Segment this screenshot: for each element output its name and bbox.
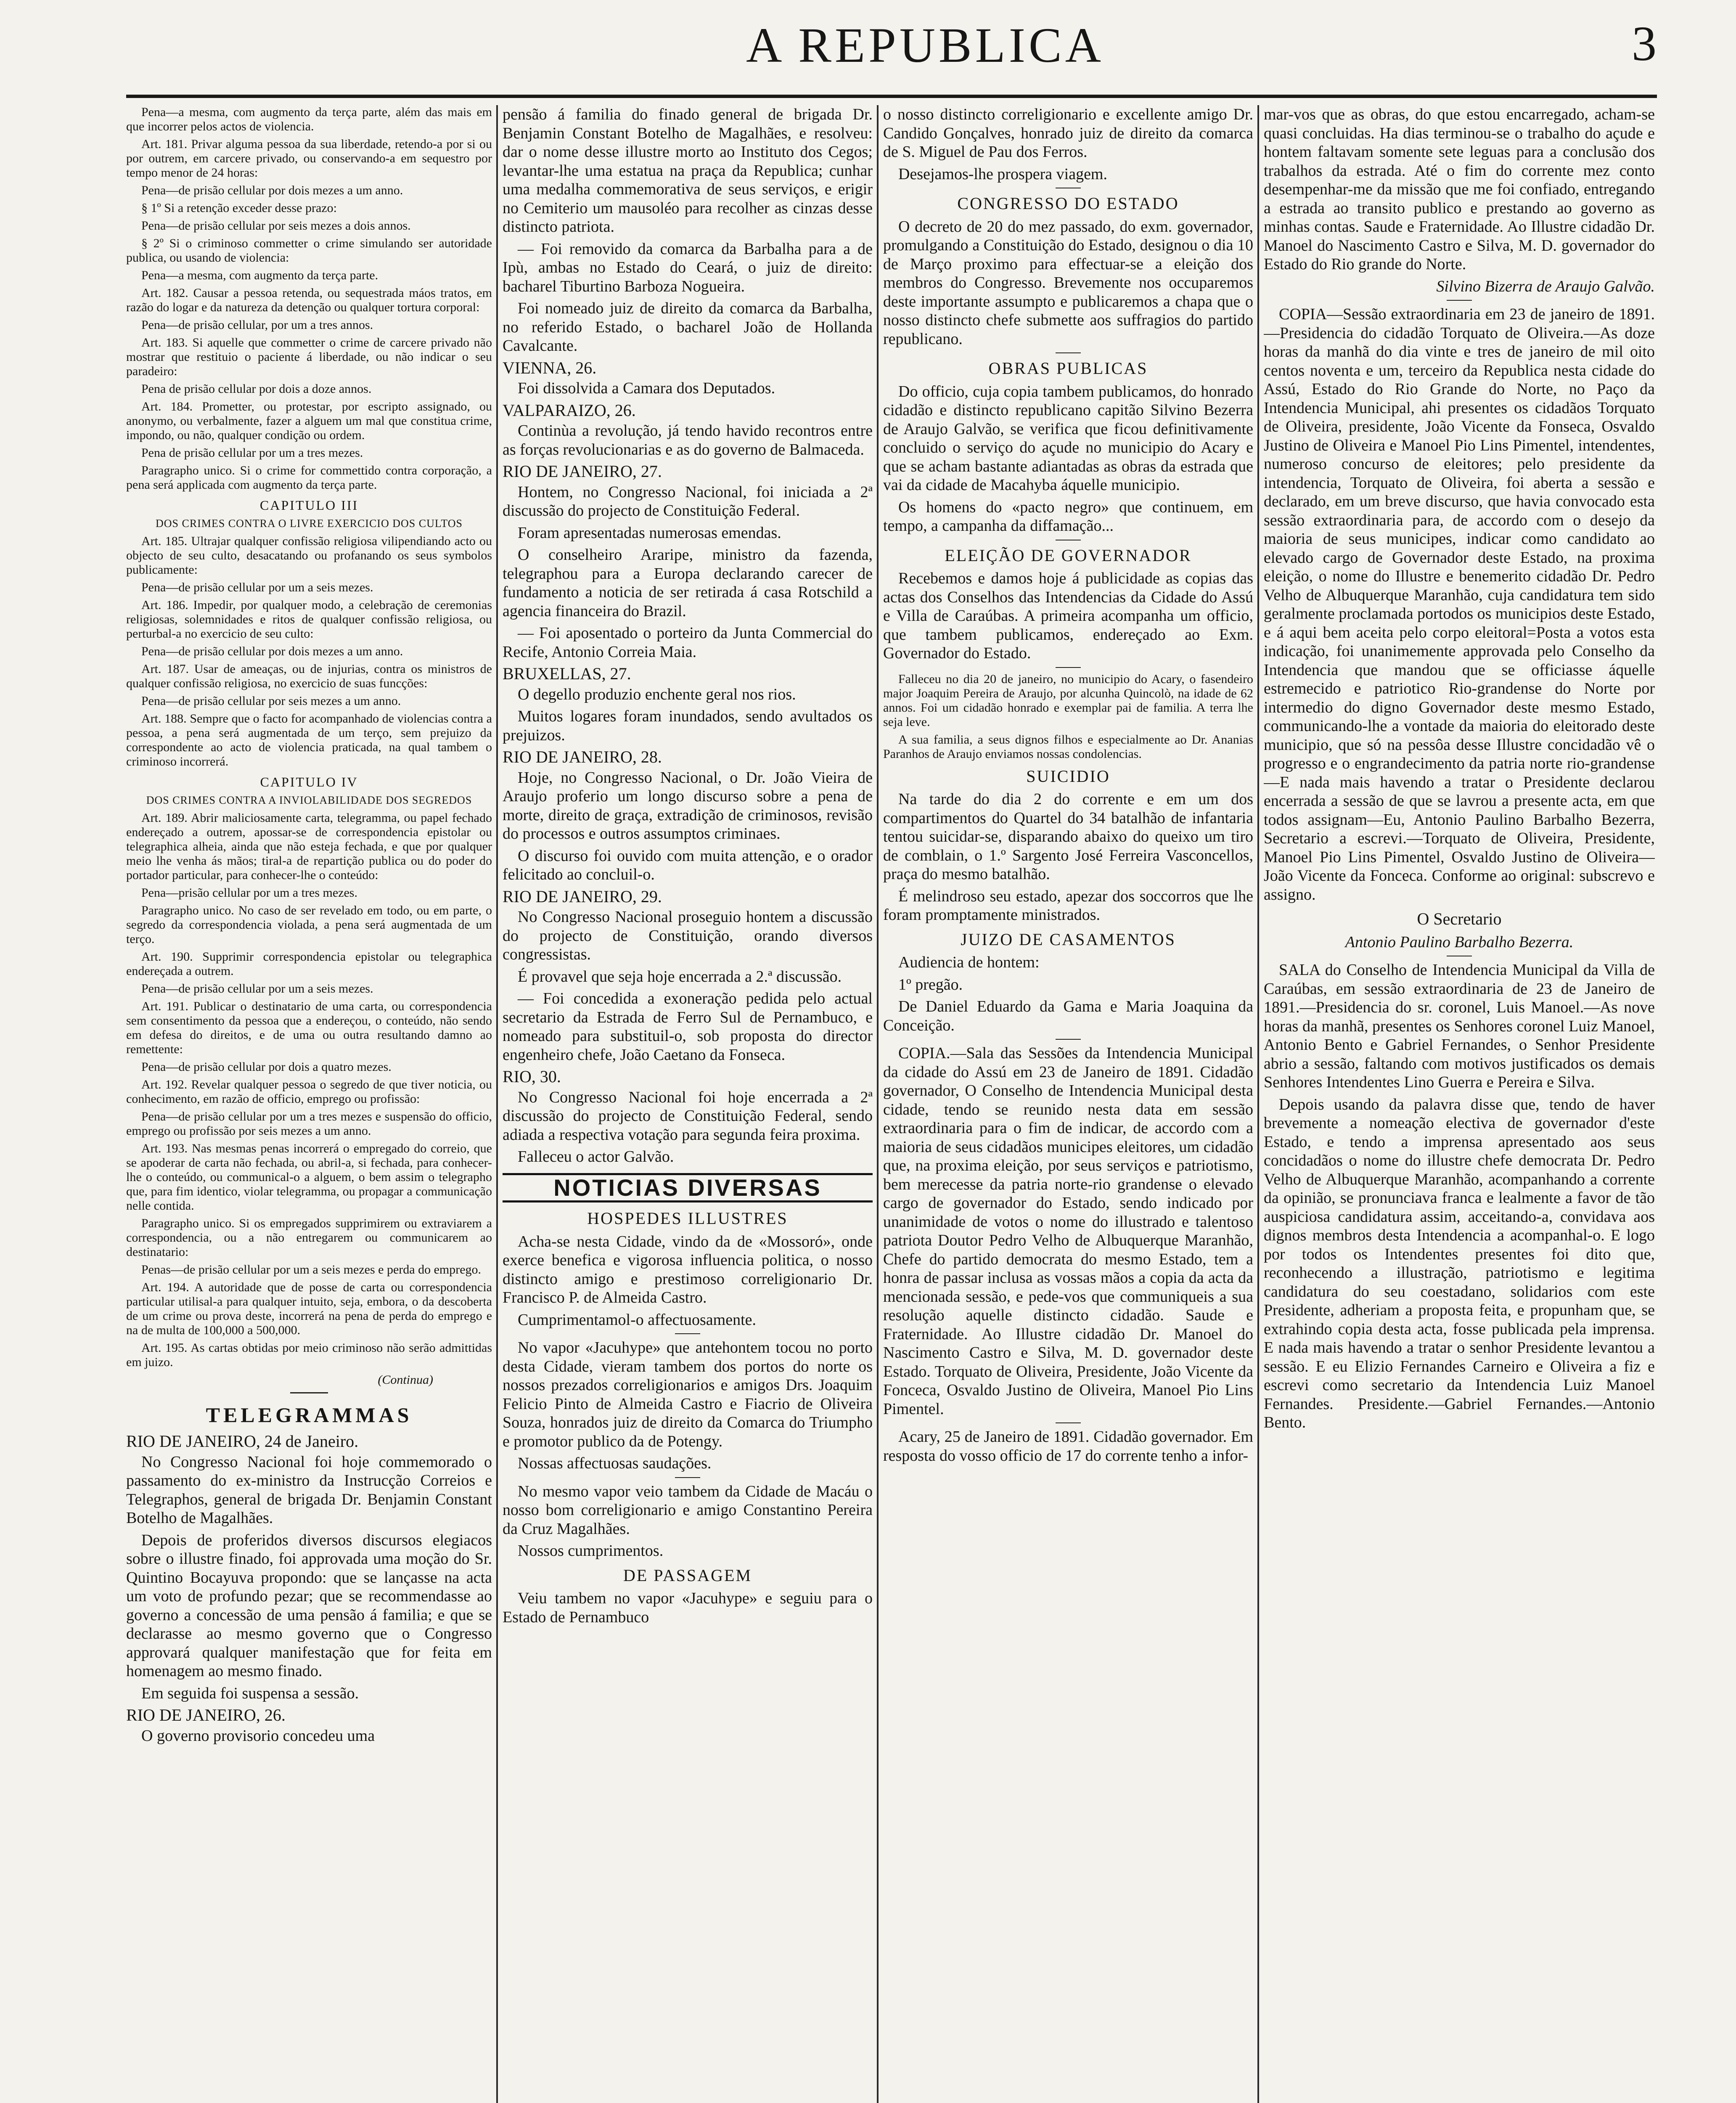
paragraph: No Congresso Nacional foi hoje encerrada a 2ª discussão do projecto de Constituição Federal, sendo adiada a respectiva votação para segunda feira proxima.: [503, 1088, 873, 1144]
paragraph: Penas—de prisão cellular por um a seis mezes e perda do emprego.: [141, 1263, 482, 1277]
paragraph: É melindroso seu estado, apezar dos soccorros que lhe foram promptamente ministrados.: [883, 887, 1253, 924]
paragraph: Art. 182. Causar a pessoa retenda, ou sequestrada máos tratos, em razão do logar e da natureza da detenção ou qualquer tortura corporal:: [126, 286, 492, 314]
paragraph: Pena—de prisão cellular por dois mezes a um anno.: [141, 644, 403, 658]
separator: [1056, 1039, 1081, 1040]
paragraph: O governo provisorio concedeu uma: [141, 1727, 375, 1745]
paragraph: Art. 195. As cartas obtidas por meio criminoso não serão admittidas em juizo.: [126, 1341, 492, 1369]
paragraph: Art. 181. Privar alguma pessoa da sua liberdade, retendo-a por si ou por outrem, em carcere privado, ou conservando-a em sequestro por tempo menor de 24 horas:: [126, 137, 492, 180]
separator: [1056, 1422, 1081, 1423]
paragraph: Paragrapho unico. No caso de ser revelado em todo, ou em parte, o segredo da correspondencia violada, a pena será augmentada de um terço.: [126, 903, 492, 946]
paragraph: Pena—prisão cellular por um a tres mezes.: [141, 886, 357, 900]
separator: [1056, 352, 1081, 353]
secretario-title: O Secretario: [1417, 909, 1502, 928]
paragraph: Falleceu no dia 20 de janeiro, no municipio do Acary, o fasendeiro major Joaquim Pereira de Araujo, por alcunha Quincolò, na idade de 62 annos. Foi um cidadão honrado e exemplar pai de familia. A terra lhe seja leve.: [883, 672, 1253, 729]
paragraph: Do officio, cuja copia tambem publicamos, do honrado cidadão e distincto republicano capitão Silvino Bezerra de Araujo Galvão, se verifica que ficou definitivamente concluido o serviço do açude no municipio do Acary e que se acham bastante adiantadas as obras da estrada que vai da cidade de Macahyba áquelle municipio.: [883, 382, 1253, 494]
signature: Silvino Bizerra de Araujo Galvão.: [1436, 277, 1655, 295]
paragraph: § 1º Si a retenção exceder desse prazo:: [141, 201, 337, 215]
paragraph: Foi nomeado juiz de direito da comarca da Barbalha, no referido Estado, o bacharel João de Hollanda Cavalcante.: [503, 299, 873, 355]
paragraph: § 2º Si o criminoso commetter o crime simulando ser autoridade publica, ou usando de violencia:: [126, 236, 492, 265]
paragraph: O conselheiro Araripe, ministro da fazenda, telegraphou para a Europa declarando carecer de fundamento a noticia de ser retirada á casa Rotschild a agencia financeira do Brazil.: [503, 546, 873, 620]
paragraph: É provavel que seja hoje encerrada a 2.ª discussão.: [518, 967, 842, 985]
separator: [675, 1477, 700, 1478]
paragraph: De Daniel Eduardo da Gama e Maria Joaquina da Conceição.: [883, 998, 1253, 1034]
chapter-3-subtitle: DOS CRIMES CONTRA O LIVRE EXERCICIO DOS CULTOS: [155, 517, 463, 530]
noticias-diversas-banner: NOTICIAS DIVERSAS: [503, 1173, 873, 1203]
paragraph: Acary, 25 de Janeiro de 1891. Cidadão governador. Em resposta do vosso officio de 17 do corrente tenho a infor-: [883, 1428, 1253, 1465]
paragraph: No Congresso Nacional foi hoje commemorado o passamento do ex-ministro da Instrucção Correios e Telegraphos, general de brigada Dr. Benjamin Constant Botelho de Magalhães.: [126, 1453, 492, 1527]
paragraph: Veiu tambem no vapor «Jacuhype» e seguiu para o Estado de Pernambuco: [503, 1589, 873, 1626]
penal-code-intro: [126, 105, 492, 1387]
paragraph: O degello produzio enchente geral nos rios.: [518, 685, 796, 703]
hospedes-title: HOSPEDES ILLUSTRES: [587, 1209, 788, 1228]
paragraph: Pena—a mesma, com augmento da terça parte, além das mais em que incorrer pelos actos de violencia.: [126, 105, 492, 133]
casamentos-title: JUIZO DE CASAMENTOS: [961, 930, 1176, 949]
paragraph: Foram apresentadas numerosas emendas.: [518, 524, 781, 542]
paragraph: Pena—de prisão cellular por um a seis mezes.: [141, 982, 373, 996]
column-1: [126, 105, 492, 2103]
paragraph: pensão á familia do finado general de brigada Dr. Benjamin Constant Botelho de Magalhães, e resolveu: dar o nome desse illustre morto ao Instituto dos Cegos; levantar-lhe uma estatua na praça da Republica; cunhar uma medalha commemorativa de seus serviços, e erigir no Cemiterio um mausoléo para recolher as cinzas desse distincto patriota.: [503, 106, 873, 236]
paragraph: Desejamos-lhe prospera viagem.: [898, 165, 1107, 183]
paragraph: Art. 192. Revelar qualquer pessoa o segredo de que tiver noticia, ou conhecimento, em razão de officio, emprego ou profissão:: [126, 1078, 492, 1106]
column-rule: [496, 105, 498, 2103]
separator: [290, 1392, 328, 1393]
paragraph: Foi dissolvida a Camara dos Deputados.: [518, 379, 775, 397]
paragraph: Pena—de prisão cellular por um a seis mezes.: [141, 580, 373, 594]
paragraph: Art. 185. Ultrajar qualquer confissão religiosa vilipendiando acto ou objecto de seu culto, desacatando ou profanando os seus symbolos publicamente:: [126, 534, 492, 577]
paragraph: Os homens do «pacto negro» que continuem, em tempo, a campanha da diffamação...: [883, 498, 1253, 535]
paragraph: Art. 193. Nas mesmas penas incorrerá o empregado do correio, que se apoderar de carta não fechada, ou abril-a, si fechada, para conhecer-lhe o conteúdo, ou communical-o a alguem, o bem assim o telegrapho que, para fim identico, violar telegramma, ou propagar a communicação nelle contida.: [126, 1142, 492, 1213]
paragraph: O discurso foi ouvido com muita attenção, e o orador felicitado ao concluil-o.: [503, 847, 873, 883]
paragraph: SALA do Conselho de Intendencia Municipal da Villa de Caraúbas, em sessão extraordinaria de 23 de Janeiro de 1891.—Presidencia do sr. coronel, Luis Manoel.—As nove horas da manhã, presentes os Senhores coronel Luiz Manoel, Antonio Bento e Gabriel Fernandes, o Senhor Presidente abrio a sessão, faltando com motivos justificados os demais Senhores Intendentes Lino Guerra e Pereira e Silva.: [1264, 961, 1655, 1091]
dateline: VALPARAIZO, 26.: [503, 400, 636, 420]
paragraph: — Foi concedida a exoneração pedida pelo actual secretario da Estrada de Ferro Sul de Pernambuco, e nomeado para substituil-o, sob proposta do director engenheiro chefe, João Caetano da Fonseca.: [503, 990, 873, 1064]
paragraph: No mesmo vapor veio tambem da Cidade de Macáu o nosso bom correligionario e amigo Constantino Pereira da Cruz Magalhães.: [503, 1482, 873, 1538]
paragraph: Art. 187. Usar de ameaças, ou de injurias, contra os ministros de qualquer confissão religiosa, no exercicio de suas funcções:: [126, 662, 492, 690]
paragraph: Na tarde do dia 2 do corrente e em um dos compartimentos do Quartel do 34 batalhão de infantaria tentou suicidar-se, disparando abaixo do queixo um tiro de comblain, o 1.º Sargento José Ferreira Vasconcellos, praça do mesmo batalhão.: [883, 790, 1253, 883]
column-rule: [877, 105, 879, 2103]
column-3: [883, 105, 1253, 2103]
column-2: [503, 105, 873, 2103]
passagem-title: DE PASSAGEM: [623, 1565, 752, 1585]
masthead-rule: [126, 95, 1657, 98]
paragraph: Acha-se nesta Cidade, vindo da de «Mossoró», onde exerce benefica e vigorosa influencia politica, o nosso distincto amigo e prestimoso correligionario Dr. Francisco P. de Almeida Castro.: [503, 1232, 873, 1306]
dateline: RIO DE JANEIRO, 26.: [126, 1706, 286, 1724]
column-4: [1264, 105, 1655, 2103]
paragraph: Depois usando da palavra disse que, tendo de haver brevemente a nomeação electiva de governador d'este Estado, e tendo a imprensa apresentado aos seus concidadãos o nome do illustre chefe democrata Dr. Pedro Velho de Albuquerque Maranhão, acompanhando a corrente da opinião, se pronunciava franca e lealmente a favor de tão auspiciosa candidatura assim, acceitando-a, convidava aos dignos membros desta Intendencia a acompanhal-o. E logo por todos os Intendentes presentes foi dito que, reconhecendo a illustração, patriotismo e legitima candidatura do seu coestadano, solidarios com este Presidente, adheriam a proposta feita, e propunham que, se extrahindo copia desta acta, fosse publicada pela imprensa. E nada mais havendo a tratar o senhor Presidente levantou a sessão. E eu Elizio Fernandes Carneiro e Oliveira a fiz e escrevi como secretario da Intendencia Luiz Manoel Fernandes. Presidente.—Gabriel Fernandes.—Antonio Bento.: [1264, 1095, 1655, 1431]
paragraph: Art. 188. Sempre que o facto for acompanhado de violencias contra a pessoa, a pena será augmentada de um terço, sem prejuizo da correspondente ao acto de violencia praticada, na qual tambem o criminoso incorrerá.: [126, 712, 492, 768]
paragraph: Em seguida foi suspensa a sessão.: [141, 1684, 359, 1702]
paragraph: Falleceu o actor Galvão.: [518, 1148, 674, 1165]
column-rule: [1257, 105, 1259, 2103]
paragraph: Pena—de prisão cellular por seis mezes a um anno.: [141, 694, 401, 708]
paragraph: Cumprimentamol-o affectuosamente.: [518, 1311, 757, 1329]
dateline: RIO DE JANEIRO, 29.: [503, 887, 662, 906]
paragraph: Art. 194. A autoridade que de posse de carta ou correspondencia particular utilisal-a para qualquer intuito, seja, embora, o da descoberta de um crime ou prova deste, incorrerá na pena de perda do emprego e na de multa de 100,000 a 500,000.: [126, 1280, 492, 1337]
paragraph: Hontem, no Congresso Nacional, foi iniciada a 2ª discussão do projecto de Constituição Federal.: [503, 483, 873, 519]
dateline: RIO DE JANEIRO, 27.: [503, 462, 662, 481]
paragraph: Art. 183. Si aquelle que commetter o crime de carcere privado não mostrar que restituio o paciente á liberdade, ou não indicar o seu paradeiro:: [126, 336, 492, 378]
paragraph: Pena—de prisão cellular, por um a tres annos.: [141, 318, 373, 332]
paragraph: Pena—de prisão cellular por dois a quatro mezes.: [141, 1060, 392, 1074]
paragraph: Pena de prisão cellular por um a tres mezes.: [141, 446, 363, 460]
paragraph: Pena—de prisão cellular por um a tres mezes e suspensão do officio, emprego ou profissão por seis mezes a um anno.: [126, 1110, 492, 1138]
paragraph: Pena—de prisão cellular por dois mezes a um anno.: [141, 183, 403, 197]
paragraph: Nossos cumprimentos.: [518, 1542, 664, 1560]
paragraph: O decreto de 20 do mez passado, do exm. governador, promulgando a Constituição do Estado, designou o dia 10 de Março proximo para effectuar-se a eleição dos membros do Congresso. Brevemente nos occuparemos deste importante assumpto e publicaremos a chapa que o nosso distincto chefe submette aos suffragios do partido republicano.: [883, 217, 1253, 348]
obras-title: OBRAS PUBLICAS: [988, 359, 1148, 378]
separator: [1056, 667, 1081, 668]
paragraph: Pena de prisão cellular por dois a doze annos.: [141, 382, 372, 396]
dateline: VIENNA, 26.: [503, 358, 597, 377]
eleicao-title: ELEIÇÃO DE GOVERNADOR: [945, 546, 1192, 565]
paragraph: Paragrapho unico. Si os empregados supprimirem ou extraviarem a correspondencia, ou a não entregarem ou communicarem ao destinatario:: [126, 1216, 492, 1259]
congresso-title: CONGRESSO DO ESTADO: [957, 194, 1179, 213]
paragraph: A sua familia, a seus dignos filhos e especialmente ao Dr. Ananias Paranhos de Araujo enviamos nossas condolencias.: [883, 732, 1253, 761]
paragraph: Pena—de prisão cellular por seis mezes a dois annos.: [141, 219, 411, 233]
paragraph: Audiencia de hontem:: [898, 954, 1040, 971]
paragraph: Recebemos e damos hoje á publicidade as copias das actas dos Conselhos das Intendencias da Cidade do Assú e Villa de Caraúbas. A primeira acompanha um officio, que tambem publicamos, endereçado ao Exm. Governador do Estado.: [883, 569, 1253, 662]
paragraph: Nossas affectuosas saudações.: [518, 1454, 712, 1472]
paragraph: Paragrapho unico. Si o crime for commettido contra corporação, a pena será applicada com augmento da terça parte.: [126, 464, 492, 492]
paragraph: Pena—a mesma, com augmento da terça parte.: [141, 268, 378, 282]
paragraph: Art. 189. Abrir maliciosamente carta, telegramma, ou papel fechado endereçado a outrem, apossar-se de correspondencia epistolar ou telegraphica alheia, ainda que não esteja fechada, e que por qualquer meio lhe venha ás mãos; tiral-a de repartição publica ou do poder do portador particular, para conhecer-lhe o conteúdo:: [126, 811, 492, 882]
continua-note: (Continua): [378, 1373, 433, 1387]
paragraph: Art. 191. Publicar o destinatario de uma carta, ou correspondencia sem consentimento da pessoa que a endereçou, o conteúdo, não sendo em defesa do direitos, e de uma ou outra resultando damno ao remettente:: [126, 999, 492, 1056]
paragraph: Continùa a revolução, já tendo havido recontros entre as forças revolucionarias e as do governo de Balmaceda.: [503, 422, 873, 458]
separator: [675, 1333, 700, 1334]
paragraph: Muitos logares foram inundados, sendo avultados os prejuizos.: [503, 707, 873, 744]
dateline: RIO DE JANEIRO, 28.: [503, 747, 662, 766]
paragraph: No Congresso Nacional proseguio hontem a discussão do projecto de Constituição, orando diversos congressistas.: [503, 908, 873, 963]
paragraph: COPIA—Sessão extraordinaria em 23 de janeiro de 1891.—Presidencia do cidadão Torquato de Oliveira.—As doze horas da manhã do dia vinte e tres de janeiro de mil oito centos noventa e um, terceiro da Republica nesta cidade do Assú, Estado do Rio Grande do Norte, no Paço da Intendencia Municipal, ahi presentes os cidadãos Torquato de Oliveira, presidente, João Vicente da Fonseca, Osvaldo Justino de Oliveira e Manoel Pio Lins Pimentel, intendentes, numeroso concurso de eleitores; pelo presidente da intendencia, Torquato de Oliveira, foi aberta a sessão e declarado, em um breve discurso, que havia convocado esta sessão extraordinaria para, de accordo com o desejo da maioria de seus municipes, indicar como candidato ao elevado cargo de Governador deste Estado, na proxima eleição, o nome do Illustre e benemerito cidadão Dr. Pedro Velho de Albuquerque Maranhão, cuja candidatura tem sido geralmente proclamada portodos os municipios deste Estado, e á aqui bem aceita pelo corpo eleitoral=Posta a votos esta indicação, foi unanimemente approvada pelo Conselho da Intendencia que mandou que se officiasse áquelle estremecido e patriotico Rio-grandense do Norte por intermedio do digno Governador deste mesmo Estado, communicando-lhe a vontade da maioria do eleitorado deste municipio, que só na pessôa desse Illustre concidadão vê o progresso e o engrandecimento da patria norte rio-grandense—E nada mais havendo a tratar o Presidente declarou encerrada a sessão de que se lavrou a presente acta, em que todos assignam—Eu, Antonio Paulino Barbalho Bezerra, Secretario a escrevi.—Torquato de Oliveira, Presidente, Manoel Pio Lins Pimentel, Osvaldo Justino de Oliveira—João Vicente da Fonceca. Conforme ao original: subscrevo e assigno.: [1264, 305, 1655, 903]
paragraph: Art. 186. Impedir, por qualquer modo, a celebração de ceremonias religiosas, solemnidades e ritos de qualquer confissão religiosa, ou perturbal-a no exercicio de seu culto:: [126, 598, 492, 641]
paragraph: COPIA.—Sala das Sessões da Intendencia Municipal da cidade do Assú em 23 de Janeiro de 1891. Cidadão governador, O Conselho de Intendencia Municipal desta cidade, tendo se reunido nesta data em sessão extraordinaria para o fim de indicar, de accordo com a maioria de seus cidadãos municipes eleitores, um cidadão que, na proxima eleição, por seus serviços e patriotismo, bem merecesse da patria norte-rio grandense o elevado cargo de governador do Estado, sendo indicado por unanimidade de votos o nome do illustrado e talentoso patriota Doutor Pedro Velho de Albuquerque Maranhão, Chefe do partido democrata do mesmo Estado, tem a honra de passar inclusa as vossas mãos a copia da acta da mencionada sessão, e pede-vos que communiqueis a sua resolução aquelle distincto cidadão. Saude e Fraternidade. Ao Illustre cidadão Dr. Manoel do Nascimento Castro e Silva, M. D. governador deste Estado. Torquato de Oliveira, Presidente, João Vicente da Fonceca, Osvaldo Justino de Oliveira, Manoel Pio Lins Pimentel.: [883, 1044, 1253, 1418]
dateline: RIO DE JANEIRO, 24 de Janeiro.: [126, 1432, 359, 1451]
chapter-4-title: CAPITULO IV: [260, 774, 358, 789]
paragraph: Hoje, no Congresso Nacional, o Dr. João Vieira de Araujo proferio um longo discurso sobre a pena de morte, direito de graça, extradição de criminosos, revisão do processos e outros assumptos criminaes.: [503, 768, 873, 842]
secretario-name: Antonio Paulino Barbalho Bezerra.: [1345, 933, 1574, 951]
paragraph: 1º pregão.: [898, 975, 963, 993]
paragraph: mar-vos que as obras, do que estou encarregado, acham-se quasi concluidas. Ha dias terminou-se o trabalho do açude e hontem faltavam somente sete leguas para a conclusão dos trabalhos da estrada. Até o fim do corrente mez conto desempenhar-me da missão que me foi confiado, entregando a estrada ao transito publico e prestando ao governo as minhas contas. Saude e Fraternidade. Ao Illustre cidadão Dr. Manoel do Nascimento Castro e Silva, M. D. governador do Estado do Rio grande do Norte.: [1264, 106, 1655, 273]
dateline: BRUXELLAS, 27.: [503, 664, 631, 683]
paragraph: No vapor «Jacuhype» que antehontem tocou no porto desta Cidade, vieram tambem dos portos do norte os nossos prezados correligionarios e amigos Drs. Joaquim Felicio Pinto de Almeida Castro e Fiacrio de Oliveira Souza, honrados juiz de direito da Comarca do Triumpho e promotor publico da de Potengy.: [503, 1339, 873, 1450]
paragraph: — Foi removido da comarca da Barbalha para a de Ipù, ambas no Estado do Ceará, o juiz de direito: bacharel Tiburtino Barboza Nogueira.: [503, 240, 873, 295]
page-number: 3: [1632, 16, 1657, 71]
paragraph: — Foi aposentado o porteiro da Junta Commercial do Recife, Antonio Correia Maia.: [503, 624, 873, 661]
dateline: RIO, 30.: [503, 1067, 561, 1086]
paragraph: Depois de proferidos diversos discursos elegiacos sobre o illustre finado, foi approvada uma moção do Sr. Quintino Bocayuva propondo: que se lançasse na acta um voto de profundo pezar; que se recommendasse ao governo a concessão de uma pensão á familia; e que se declarasse ao mesmo governo que o Congresso approvará qualquer manifestação que for feita em homenagem ao mesmo finado.: [126, 1531, 492, 1680]
suicidio-title: SUICIDIO: [1026, 766, 1110, 786]
paragraph: Art. 184. Prometter, ou protestar, por escripto assignado, ou anonymo, ou verbalmente, fazer a alguem um mal que constitua crime, impondo, ou não, qualquer condição ou ordem.: [126, 400, 492, 442]
paragraph: Art. 190. Supprimir correspondencia epistolar ou telegraphica endereçada a outrem.: [126, 950, 492, 978]
chapter-4-subtitle: DOS CRIMES CONTRA A INVIOLABILIDADE DOS SEGREDOS: [146, 794, 472, 806]
chapter-3-title: CAPITULO III: [259, 498, 359, 513]
telegrammas-title: TELEGRAMMAS: [206, 1403, 413, 1427]
paragraph: o nosso distincto correligionario e excellente amigo Dr. Candido Gonçalves, honrado juiz de direito da comarca de S. Miguel de Pau dos Ferros.: [883, 106, 1253, 161]
newspaper-title: A REPUBLICA: [746, 18, 1104, 73]
separator: [1447, 300, 1472, 301]
